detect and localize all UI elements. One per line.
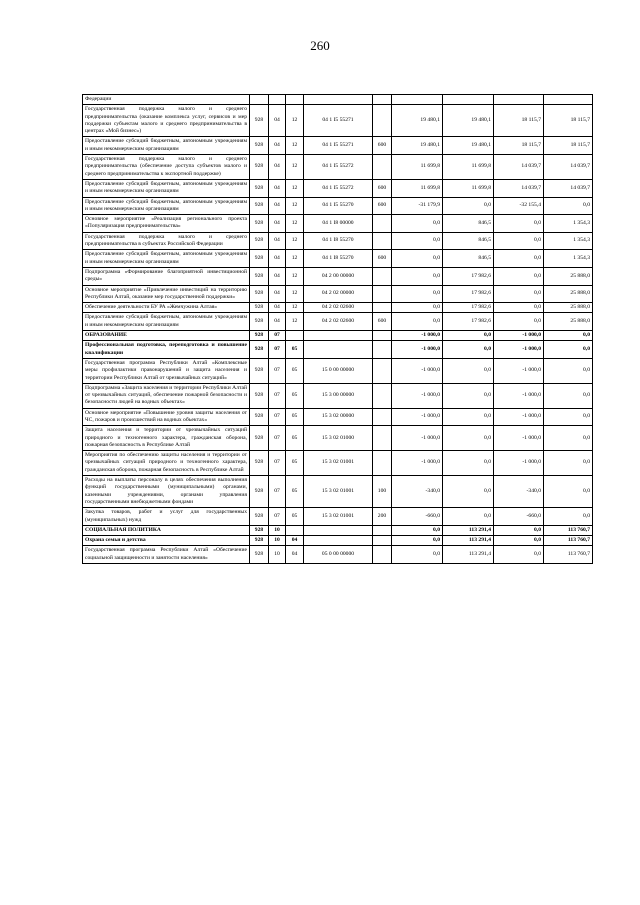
amount-change-1-cell: 0,0 xyxy=(392,267,443,285)
amount-total-1-cell: 17 982,6 xyxy=(443,267,494,285)
table-row xyxy=(83,303,593,313)
target-article-cell: 04 1 I5 55270 xyxy=(304,197,373,215)
section-cell: 04 xyxy=(269,232,286,250)
table-row xyxy=(83,408,593,426)
expense-type-cell xyxy=(373,267,392,285)
table-row xyxy=(83,451,593,476)
amount-total-1-cell: 11 699,8 xyxy=(443,155,494,180)
amount-change-1-cell: -340,0 xyxy=(392,476,443,508)
amount-change-1-cell: 0,0 xyxy=(392,546,443,564)
table-row xyxy=(83,383,593,408)
expense-type-cell: 200 xyxy=(373,508,392,526)
amount-total-1-cell: 0,0 xyxy=(443,508,494,526)
table-row xyxy=(83,525,593,535)
amount-change-2-cell: -32 155,4 xyxy=(494,197,544,215)
amount-total-2-cell: 113 760,7 xyxy=(544,525,593,535)
amount-total-1-cell: 113 291,4 xyxy=(443,536,494,546)
amount-change-1-cell: -1 000,0 xyxy=(392,331,443,341)
row-name-cell: Основное мероприятие «Повышение уровня защиты населения от ЧС, пожаров и происшествий на водных объектах» xyxy=(83,408,250,426)
section-cell: 07 xyxy=(269,408,286,426)
amount-total-1-cell: 0,0 xyxy=(443,426,494,451)
expense-type-cell xyxy=(373,536,392,546)
row-name-cell: Государственная поддержка малого и среднего предпринимательства (обеспечение доступа субъектов малого и среднего предпринимательства к экспортной поддержке) xyxy=(83,155,250,180)
amount-change-2-cell: -660,0 xyxy=(494,508,544,526)
subsection-cell: 05 xyxy=(286,383,304,408)
target-article-cell xyxy=(304,331,373,341)
amount-total-1-cell: 11 699,8 xyxy=(443,179,494,197)
target-article-cell: 15 3 00 00000 xyxy=(304,383,373,408)
section-cell: 07 xyxy=(269,358,286,383)
amount-total-2-cell: 0,0 xyxy=(544,358,593,383)
section-cell: 07 xyxy=(269,331,286,341)
amount-total-2-cell: 25 888,0 xyxy=(544,285,593,303)
amount-change-1-cell: 11 699,8 xyxy=(392,155,443,180)
expense-type-cell xyxy=(373,383,392,408)
section-cell: 07 xyxy=(269,451,286,476)
amount-change-1-cell: 0,0 xyxy=(392,525,443,535)
grbs-cell: 928 xyxy=(250,179,269,197)
amount-total-1-cell: 19 480,1 xyxy=(443,137,494,155)
amount-change-1-cell: -1 000,0 xyxy=(392,451,443,476)
table-row xyxy=(83,197,593,215)
amount-change-2-cell: -340,0 xyxy=(494,476,544,508)
amount-total-2-cell: 25 888,0 xyxy=(544,267,593,285)
expense-type-cell: 600 xyxy=(373,313,392,331)
amount-change-1-cell: 19 480,1 xyxy=(392,137,443,155)
table-row xyxy=(83,508,593,526)
expense-type-cell: 600 xyxy=(373,137,392,155)
grbs-cell: 928 xyxy=(250,426,269,451)
amount-total-2-cell: 1 354,3 xyxy=(544,215,593,233)
amount-total-1-cell: 846,5 xyxy=(443,215,494,233)
table-row xyxy=(83,476,593,508)
subsection-cell: 12 xyxy=(286,215,304,233)
amount-total-1-cell: 0,0 xyxy=(443,358,494,383)
subsection-cell: 12 xyxy=(286,137,304,155)
grbs-cell: 928 xyxy=(250,197,269,215)
table-row xyxy=(83,179,593,197)
table-row xyxy=(83,426,593,451)
expense-type-cell xyxy=(373,215,392,233)
section-cell: 04 xyxy=(269,267,286,285)
amount-change-1-cell: 19 480,1 xyxy=(392,105,443,137)
grbs-cell: 928 xyxy=(250,451,269,476)
subsection-cell: 12 xyxy=(286,232,304,250)
row-name-cell: Государственная поддержка малого и среднего предпринимательства в субъектах Российской Федерации xyxy=(83,232,250,250)
target-article-cell: 15 3 02 01001 xyxy=(304,451,373,476)
expense-type-cell xyxy=(373,285,392,303)
amount-total-1-cell: 17 982,6 xyxy=(443,303,494,313)
section-cell: 07 xyxy=(269,341,286,359)
expense-type-cell xyxy=(373,408,392,426)
section-cell: 04 xyxy=(269,197,286,215)
section-cell: 07 xyxy=(269,426,286,451)
section-cell: 04 xyxy=(269,179,286,197)
target-article-cell: 04 1 I5 55272 xyxy=(304,155,373,180)
amount-change-2-cell: 14 039,7 xyxy=(494,155,544,180)
amount-change-2-cell: -1 000,0 xyxy=(494,426,544,451)
section-cell: 07 xyxy=(269,508,286,526)
amount-change-2-cell: -1 000,0 xyxy=(494,451,544,476)
budget-table xyxy=(82,94,593,564)
section-cell: 04 xyxy=(269,313,286,331)
amount-total-1-cell: 0,0 xyxy=(443,383,494,408)
target-article-cell: 15 3 02 01000 xyxy=(304,426,373,451)
amount-change-1-cell: 11 699,8 xyxy=(392,179,443,197)
amount-change-1-cell: 0,0 xyxy=(392,313,443,331)
row-name-cell: Закупка товаров, работ и услуг для государственных (муниципальных) нужд xyxy=(83,508,250,526)
row-name-cell: Обеспечение деятельности БУ РА «Жемчужина Алтая» xyxy=(83,303,250,313)
amount-change-2-cell: 0,0 xyxy=(494,303,544,313)
row-name-cell: Государственная поддержка малого и среднего предпринимательства (оказание комплекса услуг, сервисов и мер поддержки субъектам малого и среднего предпринимательства в центрах «Мой бизнес») xyxy=(83,105,250,137)
subsection-cell: 05 xyxy=(286,508,304,526)
amount-change-2-cell: 0,0 xyxy=(494,215,544,233)
amount-total-2-cell: 0,0 xyxy=(544,451,593,476)
row-name-cell: Предоставление субсидий бюджетным, автономным учреждениям и иным некоммерческим организациям xyxy=(83,250,250,268)
row-name-cell: Предоставление субсидий бюджетным, автономным учреждениям и иным некоммерческим организациям xyxy=(83,197,250,215)
amount-total-2-cell: 18 115,7 xyxy=(544,105,593,137)
amount-total-2-cell: 113 760,7 xyxy=(544,536,593,546)
subsection-cell: 05 xyxy=(286,358,304,383)
subsection-cell: 12 xyxy=(286,303,304,313)
amount-total-1-cell: 0,0 xyxy=(443,197,494,215)
amount-total-1-cell: 846,5 xyxy=(443,250,494,268)
target-article-cell: 04 2 02 02600 xyxy=(304,313,373,331)
grbs-cell: 928 xyxy=(250,313,269,331)
section-cell: 04 xyxy=(269,285,286,303)
section-cell: 04 xyxy=(269,105,286,137)
section-cell: 10 xyxy=(269,546,286,564)
subsection-cell: 12 xyxy=(286,267,304,285)
amount-total-2-cell: 25 888,0 xyxy=(544,313,593,331)
row-name-cell: Профессиональная подготовка, переподготовка и повышение квалификации xyxy=(83,341,250,359)
amount-total-2-cell: 1 354,3 xyxy=(544,250,593,268)
target-article-cell: 04 1 I5 55271 xyxy=(304,105,373,137)
target-article-cell: 04 1 I5 55272 xyxy=(304,179,373,197)
target-article-cell: 04 1 I8 55270 xyxy=(304,250,373,268)
grbs-cell: 928 xyxy=(250,250,269,268)
amount-change-1-cell: -31 179,9 xyxy=(392,197,443,215)
table-row xyxy=(83,341,593,359)
table-row xyxy=(83,155,593,180)
amount-total-2-cell: 0,0 xyxy=(544,408,593,426)
amount-total-1-cell: 0,0 xyxy=(443,331,494,341)
table-row xyxy=(83,137,593,155)
amount-total-1-cell: 0,0 xyxy=(443,341,494,359)
target-article-cell: 04 1 I8 00000 xyxy=(304,215,373,233)
subsection-cell: 04 xyxy=(286,536,304,546)
grbs-cell: 928 xyxy=(250,341,269,359)
amount-change-2-cell: 18 115,7 xyxy=(494,137,544,155)
grbs-cell: 928 xyxy=(250,536,269,546)
target-article-cell: 15 0 00 00000 xyxy=(304,358,373,383)
subsection-cell xyxy=(286,525,304,535)
expense-type-cell: 600 xyxy=(373,250,392,268)
table-row xyxy=(83,95,593,105)
row-name-cell: Основное мероприятие «Реализация регионального проекта «Популяризация предпринимательства» xyxy=(83,215,250,233)
subsection-cell xyxy=(286,331,304,341)
amount-change-2-cell: 0,0 xyxy=(494,285,544,303)
amount-total-1-cell: 17 982,6 xyxy=(443,285,494,303)
amount-total-1-cell: 0,0 xyxy=(443,451,494,476)
row-name-cell: Предоставление субсидий бюджетным, автономным учреждениям и иным некоммерческим организациям xyxy=(83,179,250,197)
amount-change-1-cell: 0,0 xyxy=(392,232,443,250)
expense-type-cell xyxy=(373,525,392,535)
amount-total-2-cell: 0,0 xyxy=(544,508,593,526)
subsection-cell: 05 xyxy=(286,408,304,426)
expense-type-cell xyxy=(373,546,392,564)
table-row xyxy=(83,546,593,564)
target-article-cell: 15 3 02 01001 xyxy=(304,476,373,508)
expense-type-cell xyxy=(373,95,392,105)
amount-change-1-cell: 0,0 xyxy=(392,536,443,546)
amount-change-2-cell: 0,0 xyxy=(494,536,544,546)
table-row xyxy=(83,215,593,233)
target-article-cell: 04 1 I8 55270 xyxy=(304,232,373,250)
amount-change-2-cell: 0,0 xyxy=(494,250,544,268)
amount-change-2-cell: -1 000,0 xyxy=(494,383,544,408)
subsection-cell: 12 xyxy=(286,250,304,268)
row-name-cell: Предоставление субсидий бюджетным, автономным учреждениям и иным некоммерческим организациям xyxy=(83,313,250,331)
amount-total-1-cell: 113 291,4 xyxy=(443,546,494,564)
subsection-cell: 05 xyxy=(286,476,304,508)
target-article-cell xyxy=(304,525,373,535)
amount-total-2-cell xyxy=(544,95,593,105)
subsection-cell: 12 xyxy=(286,197,304,215)
row-name-cell: Расходы на выплаты персоналу в целях обеспечения выполнения функций государственными (муниципальными) органами, казенными учреждениями, органами управления государственными внебюджетными фондами xyxy=(83,476,250,508)
grbs-cell: 928 xyxy=(250,525,269,535)
expense-type-cell xyxy=(373,451,392,476)
amount-change-1-cell: -1 000,0 xyxy=(392,341,443,359)
amount-change-2-cell: 18 115,7 xyxy=(494,105,544,137)
amount-change-1-cell: 0,0 xyxy=(392,250,443,268)
grbs-cell: 928 xyxy=(250,508,269,526)
grbs-cell: 928 xyxy=(250,303,269,313)
amount-total-1-cell: 113 291,4 xyxy=(443,525,494,535)
amount-change-2-cell: -1 000,0 xyxy=(494,358,544,383)
amount-total-2-cell: 0,0 xyxy=(544,476,593,508)
amount-change-2-cell: -1 000,0 xyxy=(494,408,544,426)
subsection-cell: 05 xyxy=(286,426,304,451)
section-cell: 04 xyxy=(269,303,286,313)
grbs-cell: 928 xyxy=(250,358,269,383)
target-article-cell: 04 1 I5 55271 xyxy=(304,137,373,155)
row-name-cell: Федерации xyxy=(83,95,250,105)
grbs-cell: 928 xyxy=(250,215,269,233)
section-cell: 10 xyxy=(269,525,286,535)
amount-change-2-cell: -1 000,0 xyxy=(494,331,544,341)
expense-type-cell xyxy=(373,155,392,180)
section-cell xyxy=(269,95,286,105)
expense-type-cell xyxy=(373,331,392,341)
subsection-cell: 05 xyxy=(286,451,304,476)
amount-change-2-cell: 0,0 xyxy=(494,546,544,564)
section-cell: 10 xyxy=(269,536,286,546)
amount-change-2-cell: 0,0 xyxy=(494,232,544,250)
grbs-cell: 928 xyxy=(250,546,269,564)
amount-change-1-cell: -1 000,0 xyxy=(392,358,443,383)
row-name-cell: Государственная программа Республики Алтай «Обеспечение социальной защищенности и занятости населения» xyxy=(83,546,250,564)
grbs-cell: 928 xyxy=(250,267,269,285)
grbs-cell: 928 xyxy=(250,476,269,508)
amount-change-1-cell: -1 000,0 xyxy=(392,383,443,408)
amount-total-1-cell: 17 982,6 xyxy=(443,313,494,331)
target-article-cell: 04 2 00 00000 xyxy=(304,267,373,285)
grbs-cell: 928 xyxy=(250,105,269,137)
expense-type-cell: 100 xyxy=(373,476,392,508)
grbs-cell: 928 xyxy=(250,155,269,180)
amount-total-2-cell: 0,0 xyxy=(544,331,593,341)
expense-type-cell xyxy=(373,232,392,250)
amount-total-1-cell: 846,5 xyxy=(443,232,494,250)
page-number: 260 xyxy=(310,38,330,53)
expense-type-cell xyxy=(373,358,392,383)
row-name-cell: СОЦИАЛЬНАЯ ПОЛИТИКА xyxy=(83,525,250,535)
table-row xyxy=(83,285,593,303)
table-row xyxy=(83,331,593,341)
expense-type-cell xyxy=(373,426,392,451)
grbs-cell: 928 xyxy=(250,137,269,155)
expense-type-cell xyxy=(373,303,392,313)
amount-change-1-cell: -1 000,0 xyxy=(392,426,443,451)
subsection-cell: 12 xyxy=(286,285,304,303)
amount-total-2-cell: 0,0 xyxy=(544,383,593,408)
target-article-cell: 15 3 02 00000 xyxy=(304,408,373,426)
row-name-cell: Государственная программа Республики Алтай «Комплексные меры профилактики правонарушений и защита населения и территории Республики Алтай от чрезвычайных ситуаций» xyxy=(83,358,250,383)
amount-change-1-cell: 0,0 xyxy=(392,215,443,233)
expense-type-cell: 600 xyxy=(373,197,392,215)
row-name-cell: Защита населения и территории от чрезвычайных ситуаций природного и техногенного характера, гражданская оборона, пожарная безопасность в Республике Алтай xyxy=(83,426,250,451)
row-name-cell: Предоставление субсидий бюджетным, автономным учреждениям и иным некоммерческим организациям xyxy=(83,137,250,155)
grbs-cell: 928 xyxy=(250,232,269,250)
subsection-cell: 12 xyxy=(286,105,304,137)
subsection-cell: 04 xyxy=(286,546,304,564)
amount-total-1-cell: 19 480,1 xyxy=(443,105,494,137)
amount-total-1-cell: 0,0 xyxy=(443,408,494,426)
subsection-cell: 12 xyxy=(286,313,304,331)
subsection-cell: 12 xyxy=(286,179,304,197)
table-row xyxy=(83,250,593,268)
row-name-cell: Мероприятия по обеспечению защиты населения и территории от чрезвычайных ситуаций природного и техногенного характера, гражданская оборона, пожарная безопасность в Республике Алтай xyxy=(83,451,250,476)
amount-total-1-cell: 0,0 xyxy=(443,476,494,508)
amount-change-2-cell: 0,0 xyxy=(494,267,544,285)
grbs-cell xyxy=(250,95,269,105)
grbs-cell: 928 xyxy=(250,331,269,341)
grbs-cell: 928 xyxy=(250,408,269,426)
row-name-cell: Подпрограмма «Формирование благоприятной инвестиционной среды» xyxy=(83,267,250,285)
amount-total-1-cell xyxy=(443,95,494,105)
row-name-cell: Подпрограмма «Защита населения и территории Республики Алтай от чрезвычайных ситуаций, обеспечение пожарной безопасности и безопасности людей на водных объектах» xyxy=(83,383,250,408)
subsection-cell: 12 xyxy=(286,155,304,180)
amount-total-2-cell: 0,0 xyxy=(544,197,593,215)
expense-type-cell xyxy=(373,105,392,137)
amount-total-2-cell: 14 039,7 xyxy=(544,179,593,197)
amount-total-2-cell: 0,0 xyxy=(544,341,593,359)
expense-type-cell: 600 xyxy=(373,179,392,197)
section-cell: 07 xyxy=(269,383,286,408)
grbs-cell: 928 xyxy=(250,285,269,303)
amount-change-2-cell: 0,0 xyxy=(494,313,544,331)
amount-change-2-cell xyxy=(494,95,544,105)
amount-total-2-cell: 18 115,7 xyxy=(544,137,593,155)
section-cell: 04 xyxy=(269,215,286,233)
table-row xyxy=(83,358,593,383)
section-cell: 04 xyxy=(269,155,286,180)
amount-change-2-cell: -1 000,0 xyxy=(494,341,544,359)
amount-change-1-cell xyxy=(392,95,443,105)
target-article-cell: 05 0 00 00000 xyxy=(304,546,373,564)
target-article-cell xyxy=(304,341,373,359)
table-row xyxy=(83,313,593,331)
subsection-cell xyxy=(286,95,304,105)
row-name-cell: Основное мероприятие «Привлечение инвестиций на территорию Республики Алтай, оказание мер государственной поддержки» xyxy=(83,285,250,303)
amount-change-1-cell: -1 000,0 xyxy=(392,408,443,426)
amount-total-2-cell: 113 760,7 xyxy=(544,546,593,564)
target-article-cell: 04 2 02 02600 xyxy=(304,303,373,313)
table-row xyxy=(83,232,593,250)
amount-change-2-cell: 14 039,7 xyxy=(494,179,544,197)
table-row xyxy=(83,536,593,546)
target-article-cell: 15 3 02 01001 xyxy=(304,508,373,526)
target-article-cell: 04 2 02 00000 xyxy=(304,285,373,303)
row-name-cell: Охрана семьи и детства xyxy=(83,536,250,546)
amount-change-2-cell: 0,0 xyxy=(494,525,544,535)
amount-total-2-cell: 25 888,0 xyxy=(544,303,593,313)
row-name-cell: ОБРАЗОВАНИЕ xyxy=(83,331,250,341)
amount-total-2-cell: 1 354,3 xyxy=(544,232,593,250)
target-article-cell xyxy=(304,536,373,546)
expense-type-cell xyxy=(373,341,392,359)
section-cell: 07 xyxy=(269,476,286,508)
amount-change-1-cell: 0,0 xyxy=(392,285,443,303)
amount-change-1-cell: 0,0 xyxy=(392,303,443,313)
amount-total-2-cell: 14 039,7 xyxy=(544,155,593,180)
table-row xyxy=(83,105,593,137)
table-body xyxy=(83,95,593,564)
section-cell: 04 xyxy=(269,250,286,268)
target-article-cell xyxy=(304,95,373,105)
amount-total-2-cell: 0,0 xyxy=(544,426,593,451)
amount-change-1-cell: -660,0 xyxy=(392,508,443,526)
table-row xyxy=(83,267,593,285)
grbs-cell: 928 xyxy=(250,383,269,408)
subsection-cell: 05 xyxy=(286,341,304,359)
section-cell: 04 xyxy=(269,137,286,155)
